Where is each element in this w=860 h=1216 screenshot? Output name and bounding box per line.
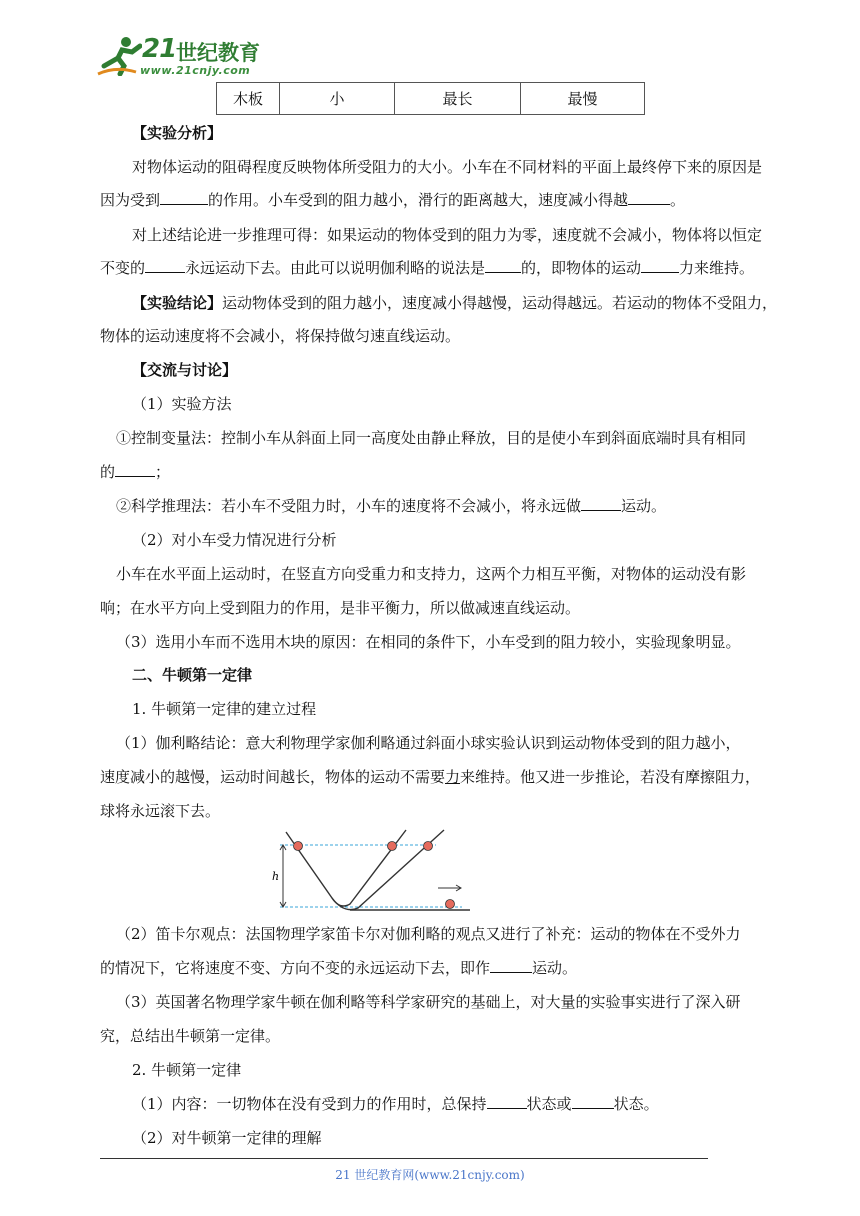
ball-ramp-c (424, 842, 433, 851)
paragraph-line: 【实验结论】运动物体受到的阻力越小，速度减小得越慢，运动得越远。若运动的物体不受阻力， (132, 294, 778, 312)
table-cell: 最长 (395, 83, 521, 115)
table-cell: 小 (280, 83, 395, 115)
paragraph-line: （2）对小车受力情况进行分析 (132, 531, 337, 549)
paragraph-line: ①控制变量法：控制小车从斜面上同一高度处由静止释放，目的是使小车到斜面底端时具有相同 (116, 429, 747, 447)
ball-ramp-b (388, 842, 397, 851)
fill-blank[interactable] (160, 190, 208, 205)
paragraph-line: 不变的 永远运动下去。由此可以说明伽利略的说法是 的，即物体的运动 力来维持。 (100, 259, 755, 277)
paragraph-line: 的 ； (100, 463, 171, 481)
paragraph-line: 响；在水平方向上受到阻力的作用，是非平衡力，所以做减速直线运动。 (100, 599, 581, 617)
paragraph-line: 物体的运动速度将不会减小，将保持做匀速直线运动。 (100, 327, 461, 345)
paragraph-line: （1）伽利略结论：意大利物理学家伽利略通过斜面小球实验认识到运动物体受到的阻力越小， (116, 734, 741, 752)
paragraph-line: 2. 牛顿第一定律 (132, 1061, 242, 1079)
logo-name: 世纪教育 (176, 41, 260, 65)
fill-blank[interactable] (487, 1094, 527, 1109)
galileo-ramp-diagram (266, 826, 476, 912)
fill-blank[interactable] (145, 258, 185, 273)
logo-url: www.21cnjy.com (140, 64, 251, 77)
site-logo (96, 34, 266, 78)
logo-number: 21 (142, 34, 177, 64)
section-heading: 【实验分析】 (132, 124, 223, 142)
footer-text[interactable]: 21 世纪教育网(www.21cnjy.com) (335, 1168, 525, 1182)
table-row (217, 83, 645, 115)
paragraph-line: 究，总结出牛顿第一定律。 (100, 1027, 281, 1045)
height-label: h (272, 870, 280, 883)
table-cell: 最慢 (521, 83, 645, 115)
paragraph-line: （1）内容：一切物体在没有受到力的作用时，总保持 状态或 状态。 (132, 1095, 659, 1113)
fill-blank[interactable] (485, 258, 521, 273)
paragraph-line: （3）选用小车而不选用木块的原因：在相同的条件下，小车受到的阻力较小，实验现象明显。 (116, 633, 741, 651)
paragraph-line: （2）对牛顿第一定律的理解 (132, 1129, 322, 1147)
paragraph-line: （1）实验方法 (132, 395, 232, 413)
paragraph-line: 1. 牛顿第一定律的建立过程 (132, 700, 317, 718)
result-table (216, 82, 645, 115)
section-heading: 【交流与讨论】 (132, 361, 238, 379)
fill-blank[interactable] (628, 190, 670, 205)
paragraph-line: 球将永远滚下去。 (100, 802, 221, 820)
paragraph-line: 对上述结论进一步推理可得：如果运动的物体受到的阻力为零，速度就不会减小，物体将以恒定 (132, 226, 763, 244)
paragraph-line: ②科学推理法：若小车不受阻力时，小车的速度将不会减小，将永远做 运动。 (116, 497, 667, 515)
fill-blank[interactable] (572, 1094, 614, 1109)
section-heading: 二、牛顿第一定律 (132, 666, 253, 684)
ball-rolling (446, 900, 455, 909)
paragraph-line: （3）英国著名物理学家牛顿在伽利略等科学家研究的基础上，对大量的实验事实进行了深入研 (116, 993, 741, 1011)
fill-blank[interactable] (581, 496, 621, 511)
ramp-curve-steep (286, 830, 406, 906)
fill-blank[interactable] (115, 462, 155, 477)
paragraph-line: 的情况下，它将速度不变、方向不变的永远运动下去，即作 运动。 (100, 959, 578, 977)
fill-blank[interactable] (490, 958, 532, 973)
footer-divider (100, 1158, 708, 1159)
paragraph-line: 因为受到 的作用。小车受到的阻力越小，滑行的距离越大，速度减小得越 。 (100, 191, 686, 209)
paragraph-line: 速度减小的越慢，运动时间越长，物体的运动不需要力来维持。他又进一步推论，若没有摩擦阻力， (100, 768, 761, 786)
paragraph-line: 对物体运动的阻碍程度反映物体所受阻力的大小。小车在不同材料的平面上最终停下来的原因是 (132, 158, 763, 176)
table-cell: 木板 (217, 83, 280, 115)
paragraph-line: （2）笛卡尔观点：法国物理学家笛卡尔对伽利略的观点又进行了补充：运动的物体在不受外力 (116, 925, 741, 943)
ball-start (294, 842, 303, 851)
paragraph-line: 小车在水平面上运动时，在竖直方向受重力和支持力，这两个力相互平衡，对物体的运动没有影 (116, 565, 747, 583)
runner-logo-icon (96, 36, 142, 76)
fill-blank[interactable] (641, 258, 679, 273)
